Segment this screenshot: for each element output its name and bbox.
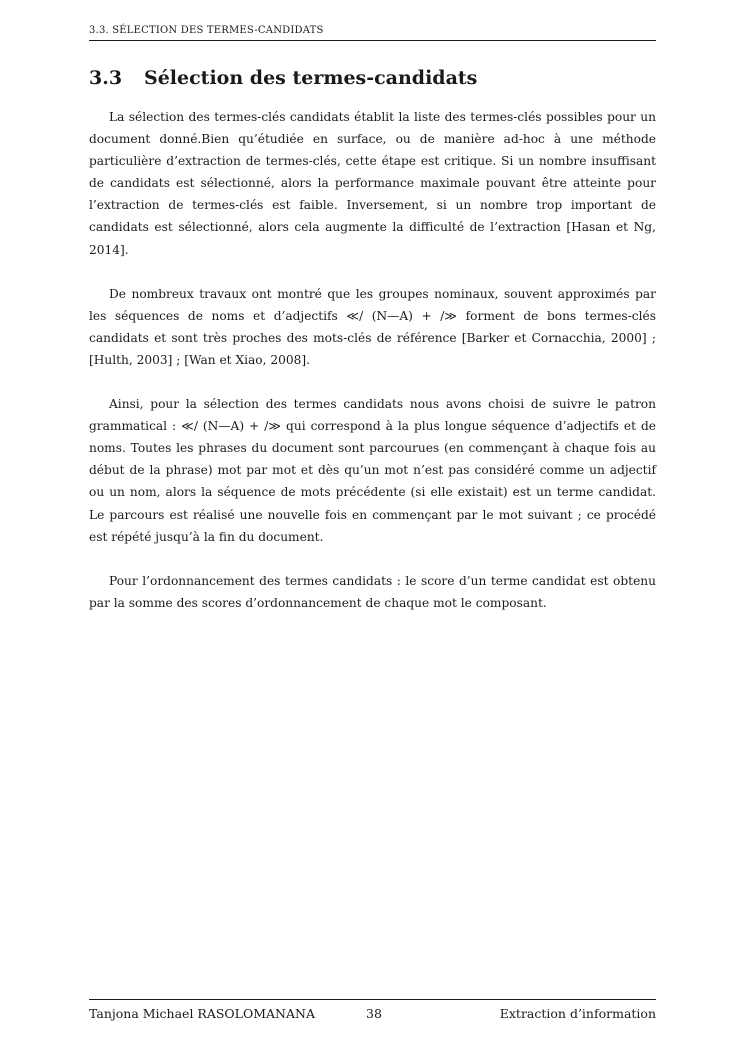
running-footer <box>89 999 656 1028</box>
footer-document-title: Extraction d’information <box>499 1006 656 1021</box>
section-number: 3.3 <box>89 67 123 89</box>
paragraph-grammatical-pattern: Ainsi, pour la sélection des termes candidats nous avons choisi de suivre le patron grammatical : ≪/ (N—A) + /≫ qui correspond à la plus longue séquence d’adjectifs et de noms. Toutes les phrases du document sont parcourues (en commençant à chaque fois au début de la phrase) mot par mot et dès qu’un mot n’est pas considéré comme un adjectif ou un nom, alors la séquence de mots précédente (si elle existait) est un terme candidat. Le parcours est réalisé une nouvelle fois en commençant par le mot suivant ; ce procédé est répété jusqu’à la fin du document. <box>89 397 656 544</box>
footer-author: Tanjona Michael RASOLOMANANA <box>89 1006 315 1021</box>
page-number: 38 <box>366 1006 382 1021</box>
running-header <box>89 24 656 41</box>
section-body <box>89 106 656 636</box>
paragraph-candidate-selection-intro: La sélection des termes-clés candidats établit la liste des termes-clés possibles pour un document donné.Bien qu’étudiée en surface, ou de manière ad-hoc à une méthode particulière d’extraction de termes-clés, cette étape est critique. Si un nombre insuffisant de candidats est sélectionné, alors la performance maximale pouvant être atteinte pour l’extraction de termes-clés est faible. Inversement, si un nombre trop important de candidats est sélectionné, alors cela augmente la difficulté de l’extraction [Hasan et Ng, 2014]. <box>89 110 656 257</box>
section-heading <box>89 64 656 92</box>
running-header-title: 3.3. SÉLECTION DES TERMES-CANDIDATS <box>89 25 324 36</box>
paragraph-candidate-ranking: Pour l’ordonnancement des termes candidats : le score d’un terme candidat est obtenu par la somme des scores d’ordonnancement de chaque mot le composant. <box>89 573 656 610</box>
section-title: Sélection des termes-candidats <box>144 67 478 89</box>
paragraph-noun-groups: De nombreux travaux ont montré que les groupes nominaux, souvent approximés par les séquences de noms et d’adjectifs ≪/ (N—A) + /≫ forment de bons termes-clés candidats et sont très proches des mots-clés de référence [Barker et Cornacchia, 2000] ; [Hulth, 2003] ; [Wan et Xiao, 2008]. <box>89 286 656 367</box>
